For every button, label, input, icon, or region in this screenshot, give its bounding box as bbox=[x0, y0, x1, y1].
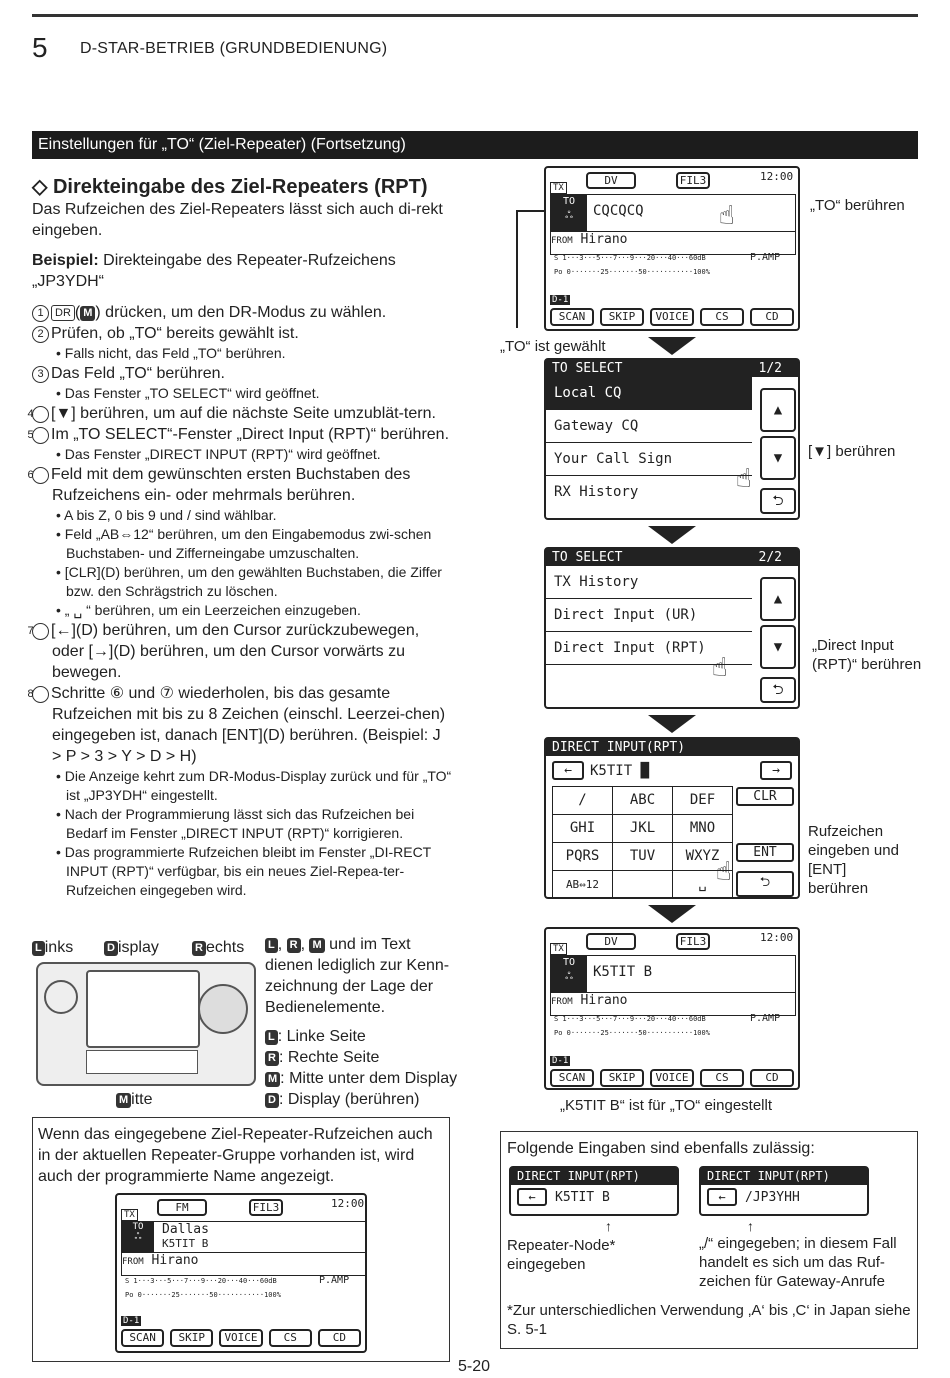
also-screen-2: DIRECT INPUT(RPT) ← /JP3YHH bbox=[699, 1166, 869, 1216]
hand-pointer-icon: ☝ bbox=[719, 201, 735, 231]
keypad: / ABC DEF GHI JKL MNO PQRS TUV WXYZ AB⇔12 ␣ bbox=[552, 786, 733, 899]
step-6-bullet-3: • [CLR](D) berühren, um den gewählten Buchstaben, die Ziffer bzw. den Schrägstrich zu löschen. bbox=[56, 564, 442, 599]
step-8-bullet-3: • Das programmierte Rufzeichen bleibt im Fenster „DI-RECT INPUT (RPT)“ verfügbar, bis ein neues Ziel-Repea-ter-Rufzeichen eingegeben wird. bbox=[56, 844, 431, 898]
fil-button[interactable]: FIL3 bbox=[676, 172, 710, 189]
note-text: Wenn das eingegebene Ziel-Repeater-Rufzeichen auch in der aktuellen Repeater-Gruppe vorhanden ist, wird auch der programmierte Name angezeigt. bbox=[38, 1126, 433, 1185]
also-screen-1: DIRECT INPUT(RPT) ← K5TIT B bbox=[509, 1166, 679, 1216]
step-1: 1 DR ( M ) drücken, um den DR-Modus zu wählen. bbox=[32, 302, 452, 323]
step-8: 8 Schritte ⑥ und ⑦ wiederholen, bis das gesamte Rufzeichen mit bis zu 8 Zeichen (einschl. Leerzei-chen) eingegeben ist, danach [ENT](D) berühren. (Beispiel: J > P > 3 > Y > D > H) bbox=[27, 685, 446, 765]
cd-softkey[interactable]: CD bbox=[750, 308, 794, 326]
step-7: 7 [←](D) berühren, um den Cursor zurückzubewegen, oder [→](D) berühren, um den Cursor vorwärts zu bewegen. bbox=[27, 622, 420, 681]
back-button[interactable]: ⮌ bbox=[760, 488, 796, 514]
example bbox=[32, 250, 452, 292]
radio-illustration bbox=[36, 962, 256, 1086]
to-select-title: TO SELECT 2/2 bbox=[546, 549, 798, 566]
radio-knob bbox=[198, 984, 248, 1034]
screen-dr-result: TX DV FIL3 12:00 TO ஃ K5TIT B FROM Hirano P.AMP S 1···3···5···7···9···20···40···60dB Po 0·······25·······50···········100% D-1 SCAN SKIP VOICE CS CD bbox=[544, 927, 800, 1090]
note-time: 12:00 bbox=[331, 1197, 365, 1210]
step-6-bullet-2: • Feld „AB⇔12“ berühren, um den Eingabemodus zwi-schen Buchstaben- und Zifferneingabe umzuschalten. bbox=[56, 526, 432, 561]
step-3: 3 Das Feld „TO“ berühren. bbox=[32, 363, 452, 384]
menu-tx-history[interactable]: TX History bbox=[546, 566, 752, 599]
menu-rx-history[interactable]: RX History bbox=[554, 484, 639, 500]
step-4: 4 [▼] berühren, um auf die nächste Seite umzublät-tern. bbox=[27, 405, 436, 422]
also-label-1: Repeater-Node* eingegeben bbox=[507, 1237, 616, 1273]
section-bar: Einstellungen für „TO“ (Ziel-Repeater) (Fortsetzung) bbox=[32, 131, 918, 159]
legend-m: M : Mitte unter dem Display bbox=[265, 1068, 460, 1089]
cursor-right-button[interactable]: → bbox=[760, 761, 792, 780]
down-button[interactable]: ▼ bbox=[760, 436, 796, 480]
arrow-up-icon: ↑ bbox=[605, 1218, 612, 1234]
chapter-number: 5 bbox=[32, 32, 48, 63]
input-value[interactable]: K5TIT █ bbox=[590, 763, 650, 779]
step-6-bullet-1: • A bis Z, 0 bis 9 und / sind wählbar. bbox=[56, 507, 277, 523]
note-from-field: FROM Hirano bbox=[121, 1252, 367, 1276]
cursor-left-button[interactable]: ← bbox=[552, 761, 584, 780]
step-5-bullet: • Das Fenster „DIRECT INPUT (RPT)“ wird geöffnet. bbox=[56, 446, 381, 462]
clock: 12:00 bbox=[760, 931, 794, 944]
legend-r: R : Rechte Seite bbox=[265, 1047, 460, 1068]
arrow-up-icon: ↑ bbox=[747, 1218, 754, 1234]
radio-small-knob bbox=[44, 980, 78, 1014]
hand-pointer-icon: ☝ bbox=[736, 464, 752, 494]
screen-to-select-1 bbox=[544, 358, 800, 520]
from-field: FROM Hirano bbox=[550, 992, 796, 1016]
up-button[interactable]: ▲ bbox=[760, 577, 796, 621]
caption-to-selected: „TO“ ist gewählt bbox=[500, 338, 606, 355]
legend-rechts: R echts bbox=[192, 937, 244, 958]
also-footnote: *Zur unterschiedlichen Verwendung ‚A‘ bis ‚C‘ in Japan siehe S. 5-1 bbox=[507, 1302, 911, 1338]
radio-buttons bbox=[86, 1050, 198, 1074]
note-mode: FM bbox=[157, 1199, 207, 1216]
steps-list bbox=[27, 302, 452, 900]
step-5: 5 Im „TO SELECT“-Fenster „Direct Input (RPT)“ berühren. bbox=[27, 426, 450, 443]
from-field: FROM Hirano bbox=[550, 231, 796, 255]
skip-softkey[interactable]: SKIP bbox=[600, 308, 644, 326]
mode-button[interactable]: DV bbox=[586, 933, 636, 950]
page-number: 5-20 bbox=[458, 1358, 491, 1375]
softkeys: SCAN SKIP VOICE CS CD bbox=[550, 1069, 794, 1087]
note-fil: FIL3 bbox=[249, 1199, 283, 1216]
also-box bbox=[500, 1131, 918, 1349]
voice-softkey[interactable]: VOICE bbox=[650, 308, 694, 326]
menu-local-cq[interactable]: Local CQ bbox=[546, 377, 752, 410]
step-8-bullet-2: • Nach der Programmierung lässt sich das Rufzeichen bei Bedarf im Fenster „DIRECT INPUT (RPT)“ korrigieren. bbox=[56, 806, 415, 841]
scan-softkey[interactable]: SCAN bbox=[550, 308, 594, 326]
caption-enter-call: Rufzeichen eingeben und [ENT] berühren bbox=[808, 823, 899, 897]
softkeys bbox=[550, 308, 794, 326]
step-6-bullet-4: • „ ␣ “ berühren, um ein Leerzeichen einzugeben. bbox=[56, 602, 361, 618]
down-button[interactable]: ▼ bbox=[760, 625, 796, 669]
screen-to-select-2 bbox=[544, 547, 800, 709]
menu-direct-input-rpt[interactable]: Direct Input (RPT) bbox=[546, 632, 752, 665]
also-title: Folgende Eingaben sind ebenfalls zulässig: bbox=[507, 1140, 815, 1157]
step-3-bullet: • Das Fenster „TO SELECT“ wird geöffnet. bbox=[56, 385, 320, 401]
step-6: 6 Feld mit dem gewünschten ersten Buchstaben des Rufzeichens ein- oder mehrmals berühren. bbox=[27, 466, 411, 504]
legend-l: L : Linke Seite bbox=[265, 1026, 460, 1047]
screen-dr-mode: TX DV FIL3 12:00 TO ஃ CQCQCQ ☝ FROM Hirano P.AMP S 1···3···5···7···9···20···40···60dB Po 0·······25·······50···········100% D-1 SCAN SKIP VOICE CS CD bbox=[544, 166, 800, 331]
caption-to-touch: „TO“ berühren bbox=[810, 197, 905, 214]
screen-direct-input bbox=[544, 737, 800, 899]
note-to-field: TO ஃ Dallas K5TIT B bbox=[121, 1221, 367, 1253]
mode-button[interactable]: DV bbox=[586, 172, 636, 189]
legend-intro: L , R , M und im Text dienen lediglich zur Kenn-zeichnung der Lage der Bedienelemente. bbox=[265, 936, 450, 1016]
to-select-title: TO SELECT 1/2 bbox=[546, 360, 798, 377]
step-8-bullet-1: • Die Anzeige kehrt zum DR-Modus-Display zurück und für „TO“ ist „JP3YDH“ eingestellt. bbox=[56, 768, 452, 803]
legend-list bbox=[265, 1026, 460, 1110]
note-screen: TX FM FIL3 12:00 TO ஃ Dallas K5TIT B FROM Hirano P.AMP S 1···3···5···7···9···20···40···60dB Po 0·······25·······50···········100% D-1 SCAN SKIP VOICE CS CD bbox=[115, 1193, 367, 1353]
top-rule bbox=[32, 14, 918, 17]
up-button[interactable]: ▲ bbox=[760, 388, 796, 432]
menu-gateway-cq[interactable]: Gateway CQ bbox=[546, 410, 752, 443]
note-box bbox=[32, 1117, 450, 1362]
leader-line-v bbox=[516, 210, 518, 328]
example-text: Direkteingabe des Repeater-Rufzeichens „JP3YDH“ bbox=[32, 252, 396, 290]
intro-text: Das Rufzeichen des Ziel-Repeaters lässt sich auch di-rekt eingeben. bbox=[32, 201, 443, 239]
direct-input-title: DIRECT INPUT(RPT) bbox=[546, 739, 798, 756]
leader-line bbox=[516, 210, 544, 212]
ent-button[interactable]: ENT bbox=[736, 843, 794, 862]
to-field[interactable]: TO ஃ CQCQCQ ☝ bbox=[550, 194, 796, 232]
also-label-2: „/“ eingegeben; in diesem Fall handelt es sich um das Ruf-zeichen für Gateway-Anrufe bbox=[699, 1235, 897, 1290]
cs-softkey[interactable]: CS bbox=[700, 308, 744, 326]
menu-direct-input-ur[interactable]: Direct Input (UR) bbox=[546, 599, 752, 632]
legend-links: L inks bbox=[32, 937, 73, 958]
legend-mitte: M itte bbox=[116, 1089, 153, 1110]
step-2: 2 Prüfen, ob „TO“ bereits gewählt ist. bbox=[32, 323, 452, 344]
radio-display bbox=[86, 970, 200, 1048]
step-2-bullet: • Falls nicht, das Feld „TO“ berühren. bbox=[56, 345, 286, 361]
caption-down-touch: [▼] berühren bbox=[808, 443, 896, 460]
arrow-down-icon bbox=[648, 715, 696, 733]
clr-button[interactable]: CLR bbox=[736, 787, 794, 806]
hand-pointer-icon: ☝ bbox=[716, 857, 732, 887]
chapter-title: D-STAR-BETRIEB (GRUNDBEDIENUNG) bbox=[80, 40, 388, 57]
section-title: ◇ Direkteingabe des Ziel-Repeaters (RPT) bbox=[32, 176, 428, 198]
back-button[interactable]: ⮌ bbox=[736, 871, 794, 897]
clock: 12:00 bbox=[760, 170, 794, 183]
legend-display: D isplay bbox=[104, 937, 159, 958]
caption-direct-input: „Direct Input (RPT)“ berühren bbox=[812, 637, 922, 673]
example-label: Beispiel: bbox=[32, 252, 99, 269]
back-button[interactable]: ⮌ bbox=[760, 677, 796, 703]
arrow-down-icon bbox=[648, 905, 696, 923]
legend-d: D : Display (berühren) bbox=[265, 1089, 460, 1110]
hand-pointer-icon: ☝ bbox=[712, 653, 728, 683]
to-field[interactable]: TO ஃ K5TIT B bbox=[550, 955, 796, 993]
menu-your-call-sign[interactable]: Your Call Sign bbox=[546, 443, 752, 476]
note-softkeys: SCAN SKIP VOICE CS CD bbox=[121, 1329, 361, 1347]
arrow-down-icon bbox=[648, 337, 696, 355]
fil-button[interactable]: FIL3 bbox=[676, 933, 710, 950]
arrow-down-icon bbox=[648, 526, 696, 544]
caption-result: „K5TIT B“ ist für „TO“ eingestellt bbox=[560, 1097, 772, 1114]
